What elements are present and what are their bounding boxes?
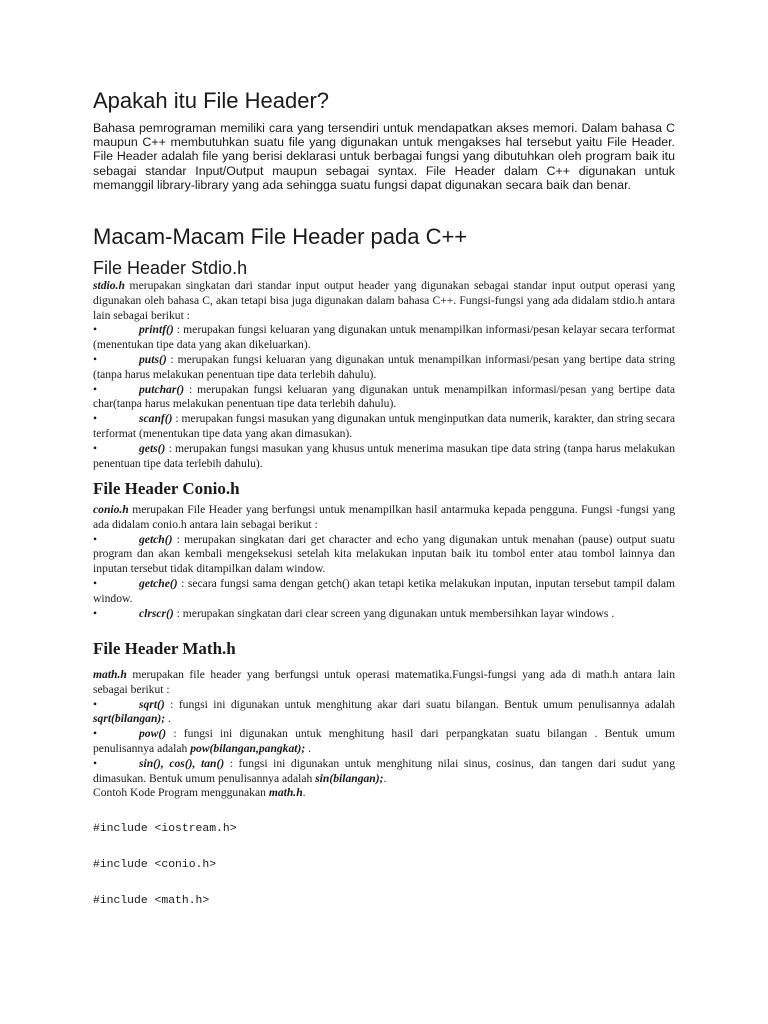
conio-section	[93, 503, 675, 621]
conio-intro-text: merupakan File Header yang berfungsi untuk menampilkan hasil antarmuka kepada pengguna. Fungsi -fungsi yang ada didalam conio.h antara lain sebagai berikut :	[93, 503, 675, 531]
math-intro	[93, 668, 675, 698]
bullet-icon: •	[93, 576, 98, 590]
bullet-icon: •	[93, 727, 98, 741]
heading-math: File Header Math.h	[93, 639, 236, 658]
stdio-intro-text: merupakan singkatan dari standar input output header yang digunakan sebagai standar input output operasi yang digunakan oleh bahasa C, akan tetapi bisa juga digunakan dalam bahasa C++. Fungsi-fungsi yang ada didalam stdio.h antara lain sebagai berikut :	[93, 279, 675, 322]
bullet-icon: •	[93, 532, 98, 546]
code-line: #include <iostream.h>	[93, 823, 237, 835]
math-example-line: Contoh Kode Program menggunakan math.h.	[93, 786, 306, 800]
bullet-icon: •	[93, 606, 98, 620]
list-item: • putchar() : merupakan fungsi keluaran yang digunakan untuk menampilkan informasi/pesan yang bertipe data char(tanpa harus melakukan penentuan tipe data terlebih dahulu).	[93, 382, 675, 411]
code-line: #include <math.h>	[93, 895, 210, 907]
heading-macam-file-header: Macam-Macam File Header pada C++	[93, 224, 468, 249]
list-item: • sin(), cos(), tan() : fungsi ini digunakan untuk menghitung nilai sinus, cosinus, dan tangen dari sudut yang dimasukan. Bentuk umum penulisannya adalah sin(bilangan);.	[93, 756, 675, 785]
bullet-icon: •	[93, 323, 98, 337]
code-line: #include <conio.h>	[93, 859, 217, 871]
bullet-icon: •	[93, 352, 98, 366]
list-item: • scanf() : merupakan fungsi masukan yang digunakan untuk menginputkan data numerik, karakter, dan string secara terformat (menentukan tipe data yang akan dimasukan).	[93, 412, 675, 440]
list-item: • getche() : secara fungsi sama dengan getch() akan tetapi ketika melakukan inputan, inputan tersebut tampil dalam window.	[93, 576, 675, 605]
stdio-section	[93, 279, 675, 471]
list-item: • printf() : merupakan fungsi keluaran yang digunakan untuk menampilkan informasi/pesan kelayar secara terformat (menentukan tipe data yang akan dikeluarkan).	[93, 323, 675, 352]
list-item: • puts() : merupakan fungsi keluaran yang digunakan untuk menampilkan informasi/pesan yang bertipe data string (tanpa harus melakukan penentuan tipe data terlebih dahulu).	[93, 352, 675, 381]
math-section	[93, 668, 675, 801]
stdio-intro	[93, 279, 675, 323]
bullet-icon: •	[93, 756, 98, 770]
conio-intro	[93, 503, 675, 533]
list-item: • pow() : fungsi ini digunakan untuk menghitung hasil dari perpangkatan suatu bilangan . Bentuk umum penulisannya adalah pow(bilangan,pangkat); .	[93, 727, 675, 755]
heading-apakah-file-header: Apakah itu File Header?	[93, 88, 330, 113]
list-item: • getch() : merupakan singkatan dari get character and echo yang digunakan untuk menahan (pause) output suatu program dan akan kembali mengeksekusi setelah kita melakukan inputan baik itu tombol enter atau tombol lainnya dan inputan tersebut tidak ditampilkan dalam window.	[93, 532, 675, 576]
math-intro-text: merupakan file header yang berfungsi untuk operasi matematika.Fungsi-fungsi yang ada di math.h antara lain sebagai berikut :	[93, 668, 675, 696]
bullet-icon: •	[93, 441, 98, 455]
conio-intro-term: conio.h	[93, 503, 129, 516]
intro-paragraph: Bahasa pemrograman memiliki cara yang tersendiri untuk mendapatkan akses memori. Dalam bahasa C maupun C++ membutuhkan suatu file yang digunakan untuk mengakses hal tersebut yaitu File Header. File Header adalah file yang berisi deklarasi untuk berbagai fungsi yang dibutuhkan oleh program baik itu sebagai standar Input/Output maupun sebagai syntax. File Header dalam C++ digunakan untuk memanggil library-library yang ada sehingga suatu fungsi dapat digunakan secara baik dan benar.	[93, 121, 675, 192]
stdio-intro-term: stdio.h	[93, 279, 125, 292]
heading-conio: File Header Conio.h	[93, 479, 240, 498]
math-intro-term: math.h	[93, 668, 127, 681]
bullet-icon: •	[93, 382, 98, 396]
bullet-icon: •	[93, 697, 98, 711]
list-item: • clrscr() : merupakan singkatan dari clear screen yang digunakan untuk membersihkan layar windows .	[93, 606, 615, 620]
list-item: • gets() : merupakan fungsi masukan yang khusus untuk menerima masukan tipe data string (tanpa harus melakukan penentuan tipe data terlebih dahulu).	[93, 441, 675, 470]
list-item: • sqrt() : fungsi ini digunakan untuk menghitung akar dari suatu bilangan. Bentuk umum penulisannya adalah sqrt(bilangan); .	[93, 697, 675, 726]
heading-stdio: File Header Stdio.h	[93, 258, 248, 278]
bullet-icon: •	[93, 412, 98, 426]
